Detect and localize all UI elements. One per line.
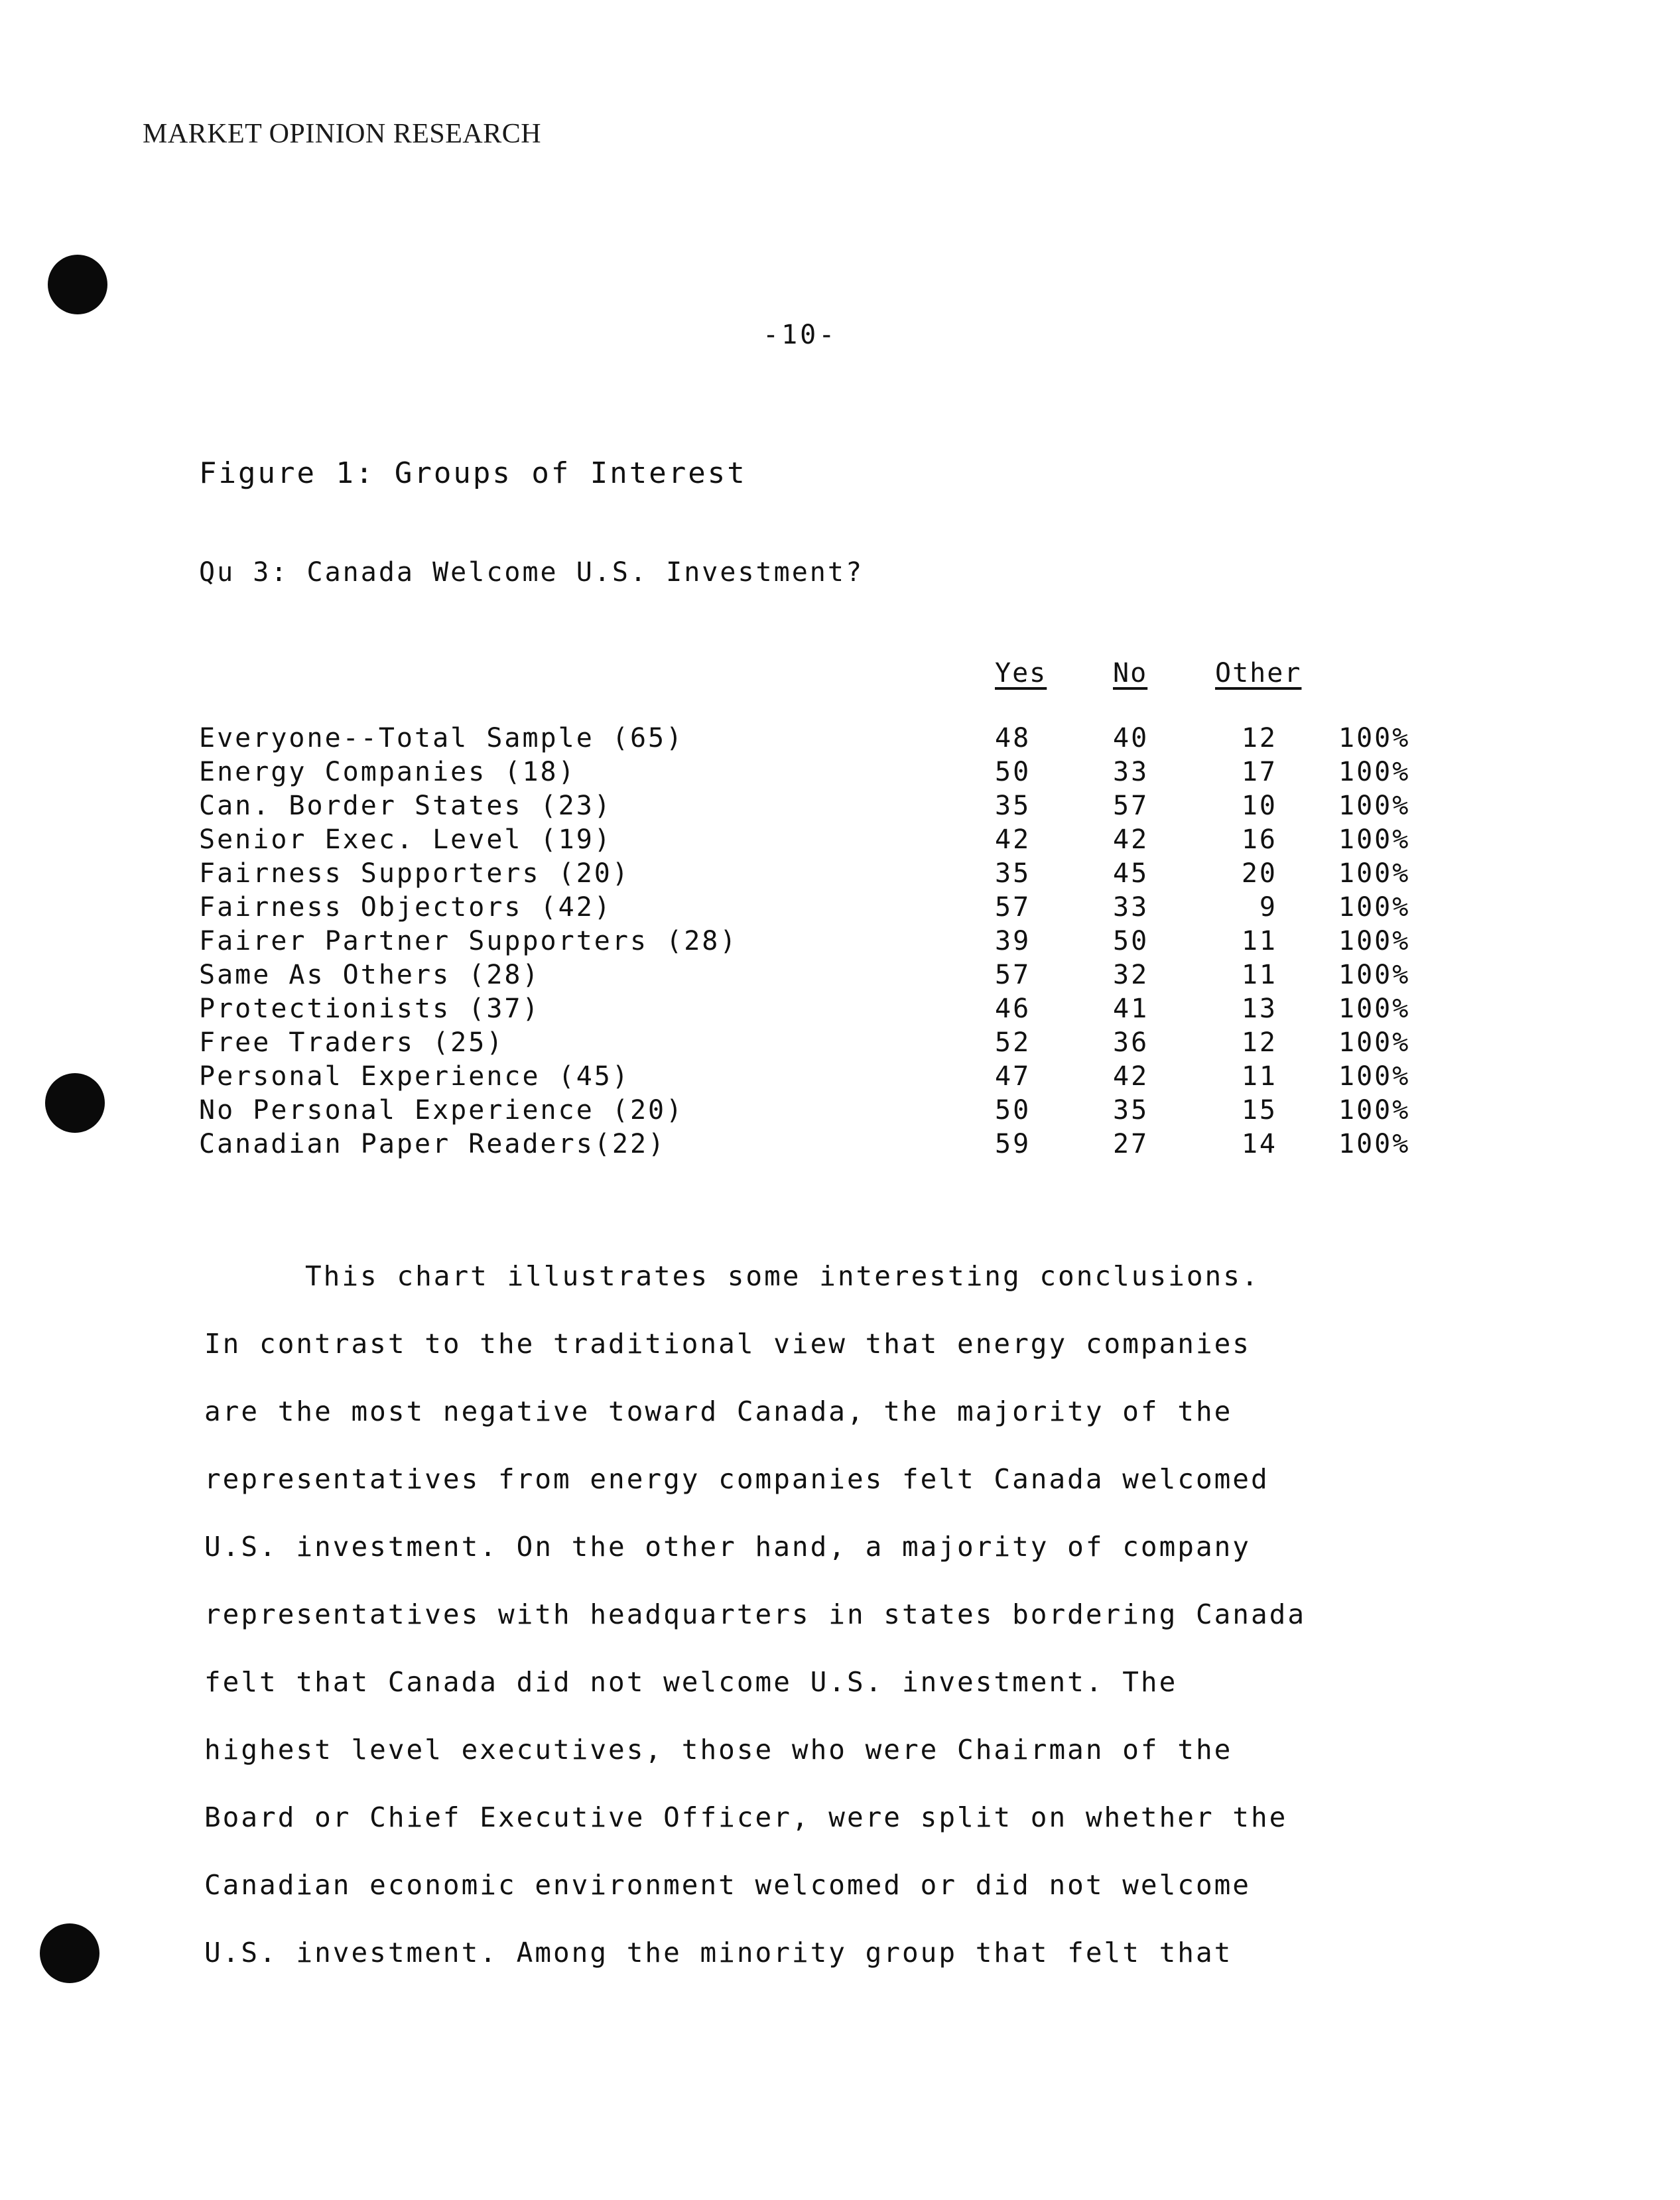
other-value: 11 — [1241, 1061, 1277, 1092]
table-row — [199, 791, 1459, 824]
table-row — [199, 824, 1459, 858]
no-value: 45 — [1113, 858, 1149, 889]
no-value: 36 — [1113, 1027, 1149, 1058]
other-value: 12 — [1241, 723, 1277, 753]
yes-value: 48 — [995, 723, 1031, 753]
paragraph-line: representatives with headquarters in states bordering Canada — [204, 1598, 1307, 1630]
other-value: 12 — [1241, 1027, 1277, 1058]
yes-value: 35 — [995, 791, 1031, 821]
yes-value: 47 — [995, 1061, 1031, 1092]
total-value: 100% — [1338, 1095, 1411, 1126]
no-value: 41 — [1113, 994, 1149, 1024]
table-row — [199, 1027, 1459, 1061]
paragraph-line: Board or Chief Executive Officer, were split on whether the — [204, 1801, 1288, 1833]
punch-hole — [40, 1923, 99, 1983]
yes-value: 59 — [995, 1129, 1031, 1159]
letterhead: MARKET OPINION RESEARCH — [143, 119, 542, 149]
no-value: 57 — [1113, 791, 1149, 821]
yes-value: 57 — [995, 892, 1031, 923]
table-row — [199, 926, 1459, 960]
paragraph-line: U.S. investment. Among the minority group that felt that — [204, 1937, 1233, 1969]
column-header-no: No — [1113, 658, 1148, 688]
row-label: Can. Border States (23) — [199, 791, 612, 821]
no-value: 42 — [1113, 824, 1149, 855]
column-header-other: Other — [1215, 658, 1302, 688]
yes-value: 35 — [995, 858, 1031, 889]
row-label: Energy Companies (18) — [199, 757, 576, 787]
other-value: 17 — [1241, 757, 1277, 787]
total-value: 100% — [1338, 892, 1411, 923]
total-value: 100% — [1338, 926, 1411, 956]
paragraph-line: highest level executives, those who were Chairman of the — [204, 1734, 1233, 1766]
table-row — [199, 723, 1459, 757]
row-label: Fairness Objectors (42) — [199, 892, 612, 923]
yes-value: 50 — [995, 1095, 1031, 1126]
no-value: 33 — [1113, 892, 1149, 923]
paragraph-line: U.S. investment. On the other hand, a majority of company — [204, 1531, 1251, 1563]
total-value: 100% — [1338, 1129, 1411, 1159]
total-value: 100% — [1338, 723, 1411, 753]
no-value: 35 — [1113, 1095, 1149, 1126]
row-label: No Personal Experience (20) — [199, 1095, 684, 1126]
row-label: Fairness Supporters (20) — [199, 858, 630, 889]
no-value: 32 — [1113, 960, 1149, 990]
total-value: 100% — [1338, 858, 1411, 889]
no-value: 27 — [1113, 1129, 1149, 1159]
no-value: 33 — [1113, 757, 1149, 787]
paragraph-line: Canadian economic environment welcomed or did not welcome — [204, 1869, 1251, 1901]
no-value: 40 — [1113, 723, 1149, 753]
total-value: 100% — [1338, 791, 1411, 821]
other-value: 14 — [1241, 1129, 1277, 1159]
table-row — [199, 1129, 1459, 1163]
total-value: 100% — [1338, 757, 1411, 787]
paragraph-line: This chart illustrates some interesting conclusions. — [305, 1260, 1260, 1292]
other-value: 11 — [1241, 926, 1277, 956]
table-row — [199, 892, 1459, 926]
other-value: 16 — [1241, 824, 1277, 855]
row-label: Canadian Paper Readers(22) — [199, 1129, 667, 1159]
yes-value: 50 — [995, 757, 1031, 787]
table-row — [199, 858, 1459, 892]
punch-hole — [48, 255, 107, 314]
results-table — [199, 723, 1459, 1163]
other-value: 9 — [1259, 892, 1277, 923]
page-number: -10- — [763, 320, 838, 350]
yes-value: 46 — [995, 994, 1031, 1024]
paragraph-line: are the most negative toward Canada, the majority of the — [204, 1395, 1233, 1427]
no-value: 50 — [1113, 926, 1149, 956]
figure-title: Figure 1: Groups of Interest — [199, 456, 747, 490]
column-header-yes: Yes — [995, 658, 1047, 688]
yes-value: 57 — [995, 960, 1031, 990]
row-label: Same As Others (28) — [199, 960, 541, 990]
yes-value: 42 — [995, 824, 1031, 855]
other-value: 15 — [1241, 1095, 1277, 1126]
total-value: 100% — [1338, 1061, 1411, 1092]
other-value: 11 — [1241, 960, 1277, 990]
row-label: Everyone--Total Sample (65) — [199, 723, 684, 753]
total-value: 100% — [1338, 994, 1411, 1024]
table-row — [199, 1061, 1459, 1095]
yes-value: 52 — [995, 1027, 1031, 1058]
row-label: Free Traders (25) — [199, 1027, 505, 1058]
table-row — [199, 1095, 1459, 1129]
table-row — [199, 960, 1459, 994]
question-heading: Qu 3: Canada Welcome U.S. Investment? — [199, 557, 864, 588]
total-value: 100% — [1338, 960, 1411, 990]
table-row — [199, 757, 1459, 791]
row-label: Personal Experience (45) — [199, 1061, 630, 1092]
no-value: 42 — [1113, 1061, 1149, 1092]
punch-hole — [45, 1073, 105, 1133]
table-row — [199, 994, 1459, 1027]
paragraph-line: felt that Canada did not welcome U.S. investment. The — [204, 1666, 1178, 1698]
paragraph-line: In contrast to the traditional view that energy companies — [204, 1328, 1251, 1360]
yes-value: 39 — [995, 926, 1031, 956]
body-paragraph — [204, 1260, 1464, 2004]
row-label: Fairer Partner Supporters (28) — [199, 926, 738, 956]
total-value: 100% — [1338, 1027, 1411, 1058]
other-value: 13 — [1241, 994, 1277, 1024]
row-label: Protectionists (37) — [199, 994, 541, 1024]
other-value: 20 — [1241, 858, 1277, 889]
paragraph-line: representatives from energy companies felt Canada welcomed — [204, 1463, 1269, 1495]
total-value: 100% — [1338, 824, 1411, 855]
row-label: Senior Exec. Level (19) — [199, 824, 612, 855]
other-value: 10 — [1241, 791, 1277, 821]
